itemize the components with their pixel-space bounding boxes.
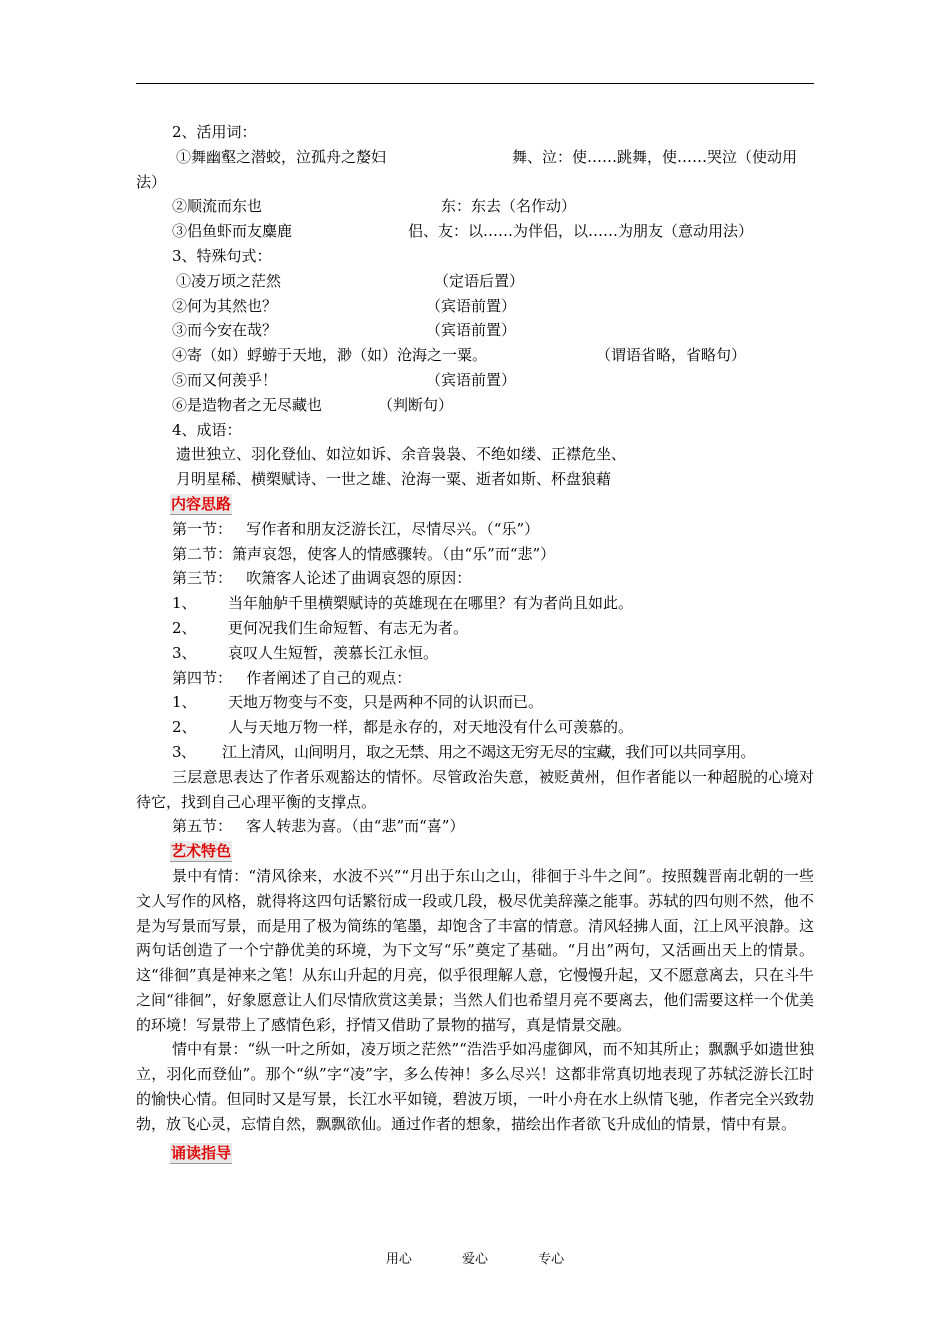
example-sentence: ③而今安在哉？ [172, 321, 278, 340]
list-item [136, 641, 814, 666]
example-sentence: ①舞幽壑之潜蛟，泣孤舟之嫠妇 [176, 147, 387, 166]
item-text: 江上清风，山间明月，取之无禁、用之不竭这无穷无尽的宝藏，我们可以共同享用。 [222, 742, 755, 761]
list-item [136, 591, 814, 616]
example-sentence: ⑥是造物者之无尽藏也 [172, 395, 323, 414]
section-title: 4、成语： [172, 420, 242, 439]
example-note: （定语后置） [434, 271, 525, 290]
example-sentence: ①凌万顷之茫然 [176, 271, 282, 290]
idiom-line: 月明星稀、横槊赋诗、一世之雄、沧海一粟、逝者如斯、杯盘狼藉 [176, 470, 612, 489]
summary-paragraph: 三层意思表达了作者乐观豁达的情怀。尽管政治失意，被贬黄州，但作者能以一种超脱的心境对待它，找到自己心理平衡的支撑点。 [136, 767, 814, 811]
example-note: （判断句） [378, 395, 454, 414]
example-sentence: ⑤而又何羡乎！ [172, 370, 278, 389]
item-number: 2、 [172, 718, 197, 737]
list-item [136, 368, 814, 393]
art-heading: 艺术特色 [171, 842, 232, 861]
list-item [136, 269, 814, 294]
content-heading: 内容思路 [171, 494, 232, 513]
document-body [136, 120, 814, 1165]
list-item [136, 715, 814, 740]
list-item [136, 616, 814, 641]
example-sentence: ④寄（如）蜉蝣于天地，渺（如）沧海之一粟。 [172, 346, 488, 365]
list-item [136, 219, 814, 244]
heading-row [136, 839, 814, 864]
heading-row [136, 492, 814, 517]
reading-heading: 诵读指导 [171, 1143, 232, 1162]
section-title: 2、活用词： [172, 123, 257, 141]
list-item [136, 393, 814, 418]
item-text: 人与天地万物一样，都是永存的，对天地没有什么可羡慕的。 [228, 718, 634, 737]
example-note: 舞、泣：使……跳舞，使……哭泣（使动用 [512, 147, 798, 166]
item-text: 天地万物变与不变，只是两种不同的认识而已。 [228, 693, 544, 712]
heading-row [136, 1141, 814, 1166]
item-number: 3、 [172, 643, 197, 662]
example-note: 侣、友：以……为伴侣，以……为朋友（意动用法） [408, 222, 754, 241]
example-sentence: ②顺流而东也 [172, 197, 263, 216]
example-note: （宾语前置） [426, 296, 517, 315]
list-item-continuation: 法） [136, 172, 167, 191]
item-number: 3、 [172, 742, 196, 761]
item-number: 2、 [172, 618, 197, 637]
section-line: 第五节： 客人转悲为喜。（由“悲”而“喜”） [172, 817, 465, 836]
page-footer [0, 1248, 950, 1267]
example-note: （谓语省略，省略句） [596, 346, 747, 365]
example-note: （宾语前置） [426, 370, 517, 389]
item-number: 1、 [172, 693, 197, 712]
list-item [136, 194, 814, 219]
list-item [136, 318, 814, 343]
section-line: 第一节： 写作者和朋友泛游长江，尽情尽兴。（“乐”） [172, 519, 540, 538]
example-sentence: ②何为其然也？ [172, 296, 278, 315]
item-text: 当年舳舻千里横槊赋诗的英雄现在在哪里？有为者尚且如此。 [228, 594, 634, 613]
footer-text: 专心 [538, 1252, 565, 1267]
footer-text: 爱心 [461, 1252, 488, 1267]
example-note: （宾语前置） [426, 321, 517, 340]
section-line: 第四节： 作者阐述了自己的观点： [172, 668, 412, 687]
example-sentence: ③侣鱼虾而友麋鹿 [172, 222, 293, 241]
header-rule [136, 83, 814, 84]
body-paragraph: 情中有景：“纵一叶之所如，凌万顷之茫然”“浩浩乎如冯虚御风，而不知其所止；飘飘乎如遗世独立，羽化而登仙”。那个“纵”字“凌”字，多么传神！多么尽兴！这都非常真切地表现了苏轼泛游长江时的愉快心情。但同时又是写景，长江水平如镜，碧波万顷，一叶小舟在水上纵情飞驰，作者完全兴致勃勃，放飞心灵，忘情自然，飘飘欲仙。通过作者的想象，描绘出作者欲飞升成仙的情景，情中有景。 [136, 1040, 814, 1133]
body-paragraph: 景中有情：“清风徐来，水波不兴”“月出于东山之山，徘徊于斗牛之间”。按照魏晋南北朝的一些文人写作的风格，就得将这四句话繁衍成一段或几段，极尽优美辞藻之能事。苏轼的四句则不然，他不是为写景而写景，而是用了极为简练的笔墨，却饱含了丰富的情意。清风轻拂人面，江上风平浪静。这两句话创造了一个宁静优美的环境，为下文写“乐”奠定了基础。“月出”两句，又活画出天上的情景。这“徘徊”真是神来之笔！从东山升起的月亮，似乎很理解人意，它慢慢升起，又不愿意离去，只在斗牛之间“徘徊”，好象愿意让人们尽情欣赏这美景；当然人们也希望月亮不要离去，他们需要这样一个优美的环境！写景带上了感情色彩，抒情又借助了景物的描写，真是情景交融。 [136, 866, 814, 1034]
list-item [136, 294, 814, 319]
idiom-line: 遗世独立、羽化登仙、如泣如诉、余音袅袅、不绝如缕、正襟危坐、 [176, 445, 627, 464]
example-note: 东：东去（名作动） [441, 197, 577, 216]
list-item [136, 690, 814, 715]
list-item [136, 740, 814, 765]
list-item [136, 145, 814, 170]
section-line: 第二节：箫声哀怨，使客人的情感骤转。（由“乐”而“悲”） [172, 544, 556, 563]
item-number: 1、 [172, 594, 197, 613]
section-line: 第三节： 吹箫客人论述了曲调哀怨的原因： [172, 569, 472, 588]
section-title: 3、特殊句式： [172, 246, 272, 265]
footer-text: 用心 [385, 1252, 412, 1267]
list-item [136, 343, 814, 368]
item-text: 更何况我们生命短暂、有志无为者。 [228, 618, 469, 637]
item-text: 哀叹人生短暂，羡慕长江永恒。 [228, 643, 439, 662]
